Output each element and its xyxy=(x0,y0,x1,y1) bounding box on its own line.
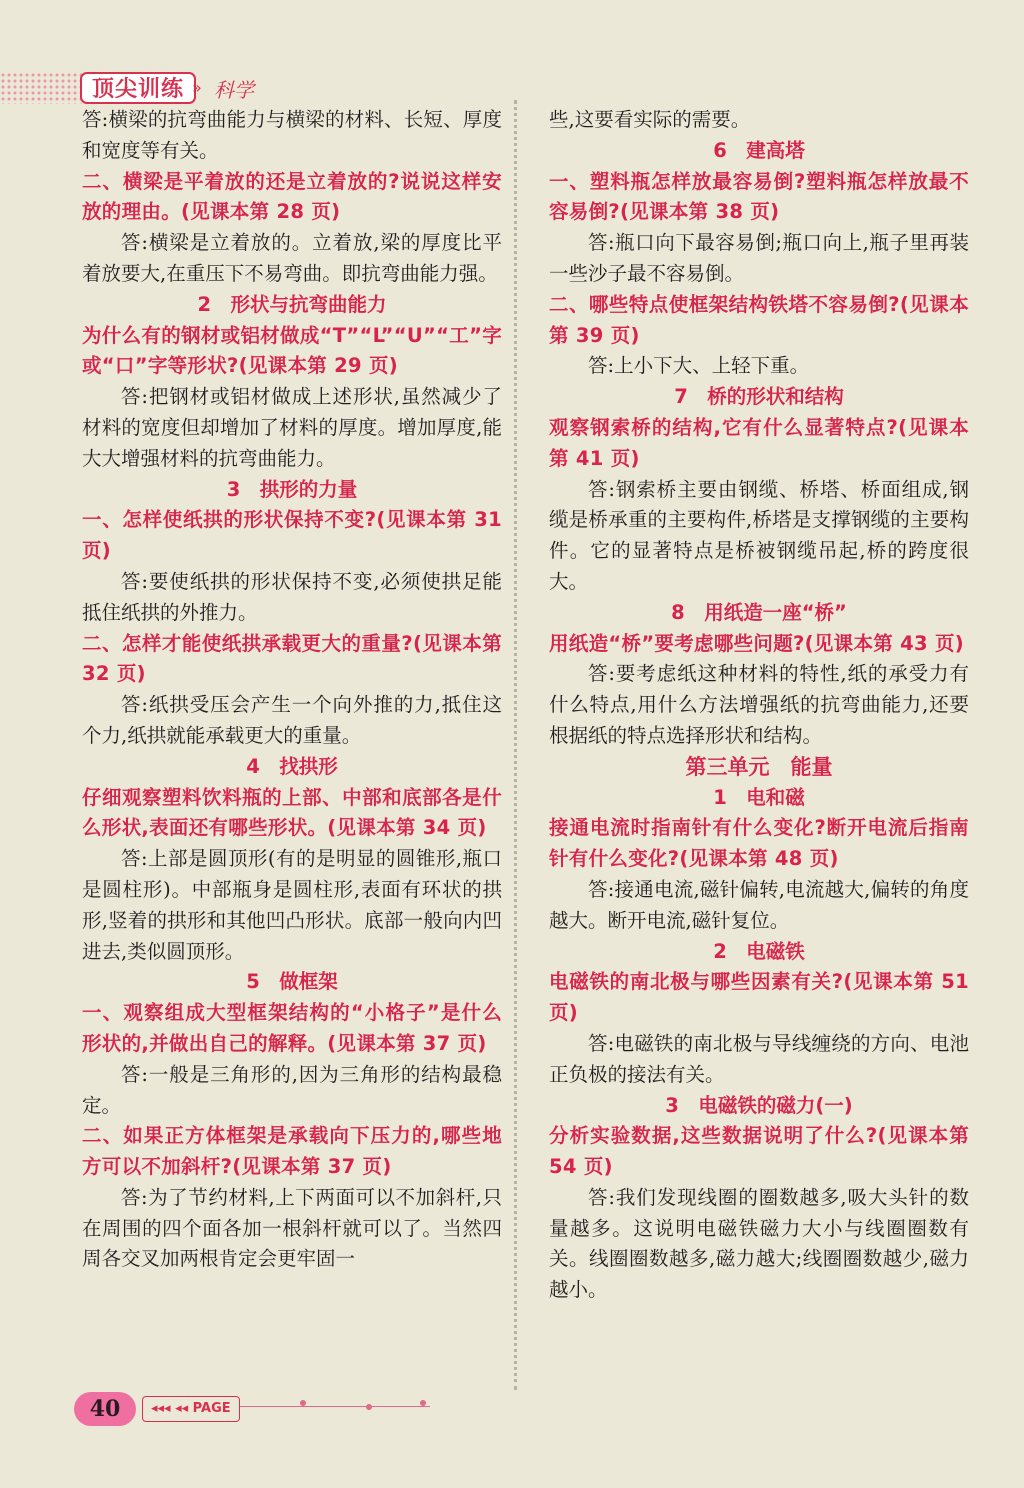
question-text: 用纸造“桥”要考虑哪些问题?(见课本第 43 页) xyxy=(549,631,964,655)
page-label: ◂◂◂ ◂◂ PAGE xyxy=(142,1396,240,1422)
answer-paragraph: 答:为了节约材料,上下两面可以不加斜杆,只在周围的四个面各加一根斜杆就可以了。当然四周各交叉加两根肯定会更牢固一 xyxy=(82,1185,502,1271)
answer-paragraph: 答:上部是圆顶形(有的是明显的圆锥形,瓶口是圆柱形)。中部瓶身是圆柱形,表面有环状的拱形,竖着的拱形和其他凹凸形状。底部一般向内凹进去,类似圆顶形。 xyxy=(82,847,502,963)
lesson-heading: 2 形状与抗弯曲能力 xyxy=(197,292,387,316)
lesson-heading: 3 电磁铁的磁力(一) xyxy=(665,1093,853,1117)
page-header xyxy=(0,34,1024,102)
left-column xyxy=(82,105,502,1275)
question-text: 二、横梁是平着放的还是立着放的?说说这样安放的理由。(见课本第 28 页) xyxy=(82,169,502,224)
subject-label: 科学 xyxy=(214,78,254,102)
answer-paragraph: 答:瓶口向下最容易倒;瓶口向上,瓶子里再装一些沙子最不容易倒。 xyxy=(549,231,969,285)
question-text: 仔细观察塑料饮料瓶的上部、中部和底部各是什么形状,表面还有哪些形状。(见课本第 34 页) xyxy=(82,785,502,840)
series-badge: 顶尖训练 xyxy=(80,72,196,104)
unit-heading: 第三单元 能量 xyxy=(685,754,833,779)
page-number: 40 xyxy=(74,1392,136,1426)
question-text: 电磁铁的南北极与哪些因素有关?(见课本第 51 页) xyxy=(549,970,969,1025)
answer-paragraph: 答:要使纸拱的形状保持不变,必须使拱足能抵住纸拱的外推力。 xyxy=(82,569,502,624)
right-column xyxy=(549,105,969,1306)
answer-paragraph: 答:我们发现线圈的圈数越多,吸大头针的数量越多。这说明电磁铁磁力大小与线圈圈数有关。线圈圈数越多,磁力越大;线圈圈数越少,磁力越小。 xyxy=(549,1185,969,1302)
answer-paragraph: 答:钢索桥主要由钢缆、桥塔、桥面组成,钢缆是桥承重的主要构件,桥塔是支撑钢缆的主要构件。它的显著特点是桥被钢缆吊起,桥的跨度很大。 xyxy=(549,477,969,593)
answer-paragraph: 答:接通电流,磁针偏转,电流越大,偏转的角度越大。断开电流,磁针复位。 xyxy=(549,877,969,932)
footer-dot-icon xyxy=(420,1400,426,1406)
lesson-heading: 2 电磁铁 xyxy=(713,939,805,963)
answer-paragraph: 答:横梁的抗弯曲能力与横梁的材料、长短、厚度和宽度等有关。 xyxy=(82,108,502,162)
answer-paragraph: 答:纸拱受压会产生一个向外推的力,抵住这个力,纸拱就能承载更大的重量。 xyxy=(82,693,502,747)
lesson-heading: 4 找拱形 xyxy=(246,754,338,778)
lesson-heading: 6 建高塔 xyxy=(713,138,805,162)
question-text: 二、怎样才能使纸拱承载更大的重量?(见课本第 32 页) xyxy=(82,631,502,686)
answer-paragraph: 答:横梁是立着放的。立着放,梁的厚度比平着放要大,在重压下不易弯曲。即抗弯曲能力强。 xyxy=(82,231,502,285)
header-arrow-icon: » xyxy=(192,78,202,97)
answer-paragraph: 答:要考虑纸这种材料的特性,纸的承受力有什么特点,用什么方法增强纸的抗弯曲能力,还要根据纸的特点选择形状和结构。 xyxy=(549,662,969,747)
footer-rule xyxy=(240,1406,430,1407)
question-text: 一、怎样使纸拱的形状保持不变?(见课本第 31 页) xyxy=(82,508,502,563)
footer-dot-icon xyxy=(366,1404,372,1410)
question-text: 分析实验数据,这些数据说明了什么?(见课本第 54 页) xyxy=(549,1124,969,1179)
question-text: 观察钢索桥的结构,它有什么显著特点?(见课本第 41 页) xyxy=(549,415,969,470)
answer-paragraph: 答:上小下大、上轻下重。 xyxy=(588,354,810,378)
lesson-heading: 1 电和磁 xyxy=(713,785,805,809)
lesson-heading: 8 用纸造一座“桥” xyxy=(671,600,847,624)
column-divider xyxy=(514,100,517,1390)
answer-paragraph: 答:一般是三角形的,因为三角形的结构最稳定。 xyxy=(82,1062,502,1117)
header-dot-pattern xyxy=(0,72,86,104)
answer-paragraph: 答:电磁铁的南北极与导线缠绕的方向、电池正负极的接法有关。 xyxy=(549,1031,969,1086)
answer-paragraph: 答:把钢材或铝材做成上述形状,虽然减少了材料的宽度但却增加了材料的厚度。增加厚度,能大大增强材料的抗弯曲能力。 xyxy=(82,385,502,470)
footer-dot-icon xyxy=(300,1400,306,1406)
question-text: 二、如果正方体框架是承载向下压力的,哪些地方可以不加斜杆?(见课本第 37 页) xyxy=(82,1124,502,1179)
lesson-heading: 5 做框架 xyxy=(246,970,338,994)
question-text: 一、观察组成大型框架结构的“小格子”是什么形状的,并做出自己的解释。(见课本第 37 页) xyxy=(82,1001,502,1055)
question-text: 一、塑料瓶怎样放最容易倒?塑料瓶怎样放最不容易倒?(见课本第 38 页) xyxy=(549,169,969,224)
answer-paragraph: 些,这要看实际的需要。 xyxy=(549,108,751,131)
lesson-heading: 3 拱形的力量 xyxy=(226,477,358,501)
question-text: 为什么有的钢材或铝材做成“T”“L”“U”“工”字或“口”字等形状?(见课本第 29 页) xyxy=(82,323,502,378)
lesson-heading: 7 桥的形状和结构 xyxy=(674,385,844,409)
question-text: 接通电流时指南针有什么变化?断开电流后指南针有什么变化?(见课本第 48 页) xyxy=(549,816,969,871)
question-text: 二、哪些特点使框架结构铁塔不容易倒?(见课本第 39 页) xyxy=(549,292,969,347)
